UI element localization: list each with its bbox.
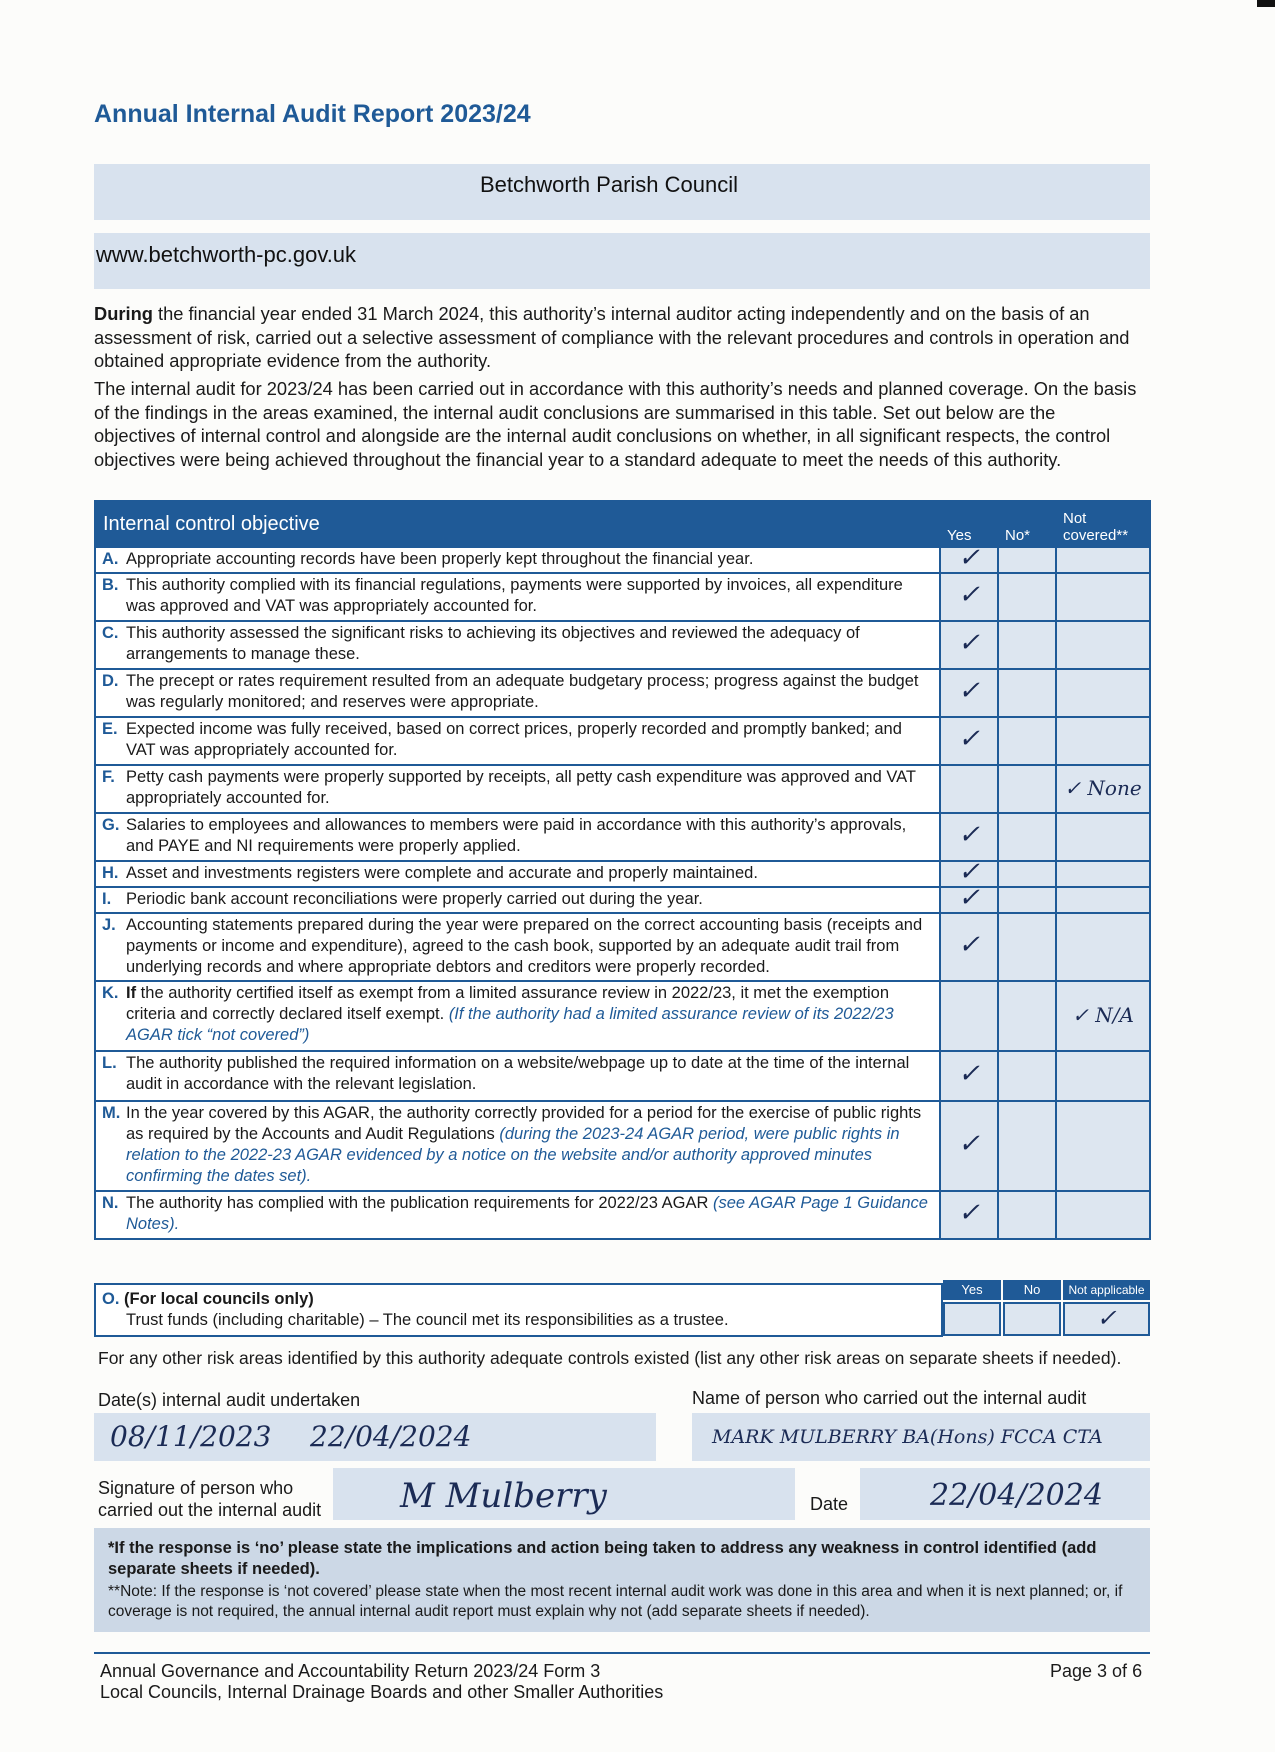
- table-row: [95, 717, 1150, 765]
- objective-text-body: Petty cash payments were properly supported by receipts, all petty cash expenditure was approved and VAT appropriately accounted for.: [126, 768, 916, 807]
- objective-text-body: The authority has complied with the publication requirements for 2022/23 AGAR: [126, 1194, 713, 1212]
- yes-cell[interactable]: [940, 913, 998, 981]
- objective-letter: K.: [102, 984, 119, 1002]
- objective-letter: N.: [102, 1194, 119, 1212]
- table-row: [95, 1101, 1150, 1191]
- table-row: [95, 913, 1150, 981]
- tick-mark: ✓: [958, 724, 980, 754]
- objective-letter: M.: [102, 1104, 121, 1122]
- objective-cell: [95, 813, 940, 861]
- objective-cell: [95, 765, 940, 813]
- tick-mark: ✓: [958, 1198, 980, 1228]
- signature-label: [98, 1477, 321, 1521]
- objective-text-body: The authority published the required information on a website/webpage up to date at the time of the internal audit in accordance with the relevant legislation.: [126, 1054, 910, 1093]
- yes-cell[interactable]: [940, 1101, 998, 1191]
- yes-cell[interactable]: [940, 883, 998, 913]
- row-o-no-cell[interactable]: [1003, 1302, 1061, 1336]
- objective-letter: C.: [102, 624, 119, 642]
- row-o-heading: (For local councils only): [124, 1290, 314, 1308]
- signature-label-line1: Signature of person who: [98, 1478, 294, 1498]
- not-covered-cell[interactable]: [1056, 1051, 1150, 1101]
- other-risks-text: For any other risk areas identified by this authority adequate controls existed (list any other risk areas on separate sheets if needed).: [98, 1348, 1122, 1368]
- audit-date-1: 08/11/2023: [110, 1420, 272, 1453]
- objective-letter: J.: [102, 916, 116, 934]
- table-row: [95, 887, 1150, 913]
- tick-mark: ✓: [958, 543, 980, 573]
- objective-cell: [95, 913, 940, 981]
- date-signed: 22/04/2024: [930, 1478, 1103, 1513]
- objective-letter: I.: [102, 890, 112, 908]
- footer-line2: Local Councils, Internal Drainage Boards and other Smaller Authorities: [100, 1682, 664, 1702]
- scan-corner-mark: [1257, 0, 1275, 7]
- yes-cell[interactable]: [940, 717, 998, 765]
- tick-mark: ✓: [958, 883, 980, 913]
- row-o-no-header: No: [1003, 1280, 1061, 1300]
- objective-text: [126, 623, 933, 665]
- objective-cell: [95, 861, 940, 887]
- row-o-letter: O.: [102, 1290, 120, 1308]
- intro-paragraph: [94, 302, 1140, 373]
- authority-name: Betchworth Parish Council: [480, 172, 739, 197]
- objective-text-body: This authority complied with its financial regulations, payments were supported by invoices, all expenditure was approved and VAT was appropriately accounted for.: [126, 576, 903, 615]
- not-covered-cell[interactable]: [1056, 861, 1150, 887]
- not-covered-cell[interactable]: [1056, 669, 1150, 717]
- objective-letter: L.: [102, 1054, 117, 1072]
- objective-text: [126, 767, 933, 809]
- no-cell[interactable]: [998, 981, 1056, 1051]
- intro-paragraph-2: The internal audit for 2023/24 has been carried out in accordance with this authority’s needs and planned coverage. On the basis of the findings in the areas examined, the internal audit conclusions are summarised in this table. Set out below are the objectives of internal control and alongside are the internal audit conclusions on whether, in all significant respects, the control objectives were being achieved throughout the financial year to a standard adequate to meet the needs of this authority.: [94, 378, 1137, 470]
- yes-cell[interactable]: [940, 1051, 998, 1101]
- no-cell[interactable]: [998, 1101, 1056, 1191]
- auditor-name-label: Name of person who carried out the internal audit: [692, 1388, 1087, 1408]
- tick-mark: ✓: [958, 1059, 980, 1089]
- objective-cell: [95, 669, 940, 717]
- not-covered-cell[interactable]: [1056, 1101, 1150, 1191]
- table-header-objective: Internal control objective: [95, 501, 940, 547]
- not-covered-cell[interactable]: [1056, 981, 1150, 1051]
- notes-box: [94, 1528, 1150, 1632]
- no-cell[interactable]: [998, 813, 1056, 861]
- not-covered-cell[interactable]: [1056, 887, 1150, 913]
- col-not-covered-header: [1056, 501, 1150, 547]
- yes-cell[interactable]: [940, 621, 998, 669]
- objective-letter: H.: [102, 864, 119, 882]
- objective-text-body: the authority certified itself as exempt from a limited assurance review in 2022/23, it met the exemption criteria and correctly declared itself exempt.: [126, 984, 890, 1023]
- row-o-na-cell[interactable]: [1063, 1302, 1150, 1336]
- yes-cell[interactable]: [940, 543, 998, 573]
- objective-cell: [95, 1101, 940, 1191]
- objective-text-body: This authority assessed the significant risks to achieving its objectives and reviewed the adequacy of arrangements to manage these.: [126, 624, 860, 663]
- objective-cell: [95, 621, 940, 669]
- no-cell[interactable]: [998, 861, 1056, 887]
- not-covered-cell[interactable]: [1056, 547, 1150, 573]
- tick-mark: ✓ None: [1064, 775, 1142, 800]
- tick-mark: ✓: [958, 676, 980, 706]
- not-covered-cell[interactable]: [1056, 573, 1150, 621]
- objective-text: [126, 1103, 933, 1187]
- intro-bold: During: [94, 303, 153, 324]
- internal-control-table: [94, 500, 1151, 1240]
- table-row: [95, 547, 1150, 573]
- yes-cell[interactable]: [940, 765, 998, 813]
- objective-text: [126, 575, 933, 617]
- tick-mark: ✓: [958, 1129, 980, 1159]
- objective-letter: G.: [102, 816, 120, 834]
- objective-letter: A.: [102, 550, 119, 568]
- objective-cell: [95, 547, 940, 573]
- no-cell[interactable]: [998, 621, 1056, 669]
- no-cell[interactable]: [998, 1191, 1056, 1239]
- objective-text: [126, 1053, 933, 1095]
- yes-cell[interactable]: [940, 1191, 998, 1239]
- objective-letter: B.: [102, 576, 119, 594]
- no-cell[interactable]: [998, 913, 1056, 981]
- yes-cell[interactable]: [940, 813, 998, 861]
- col-no-header: No*: [998, 501, 1056, 547]
- no-cell[interactable]: [998, 887, 1056, 913]
- no-cell[interactable]: [998, 573, 1056, 621]
- objective-text-body: Accounting statements prepared during the year were prepared on the correct accounting basis (receipts and payments or income and expenditure), agreed to the cash book, supported by an adequate audit trail from underlying records and where appropriate debtors and creditors were properly recorded.: [126, 916, 923, 976]
- note-not-covered: **Note: If the response is ‘not covered’ please state when the most recent internal audit work was done in this area and when it is next planned; or, if coverage is not required, the annual internal audit report must explain why not (add separate sheets if needed).: [108, 1583, 1123, 1620]
- yes-cell[interactable]: [940, 981, 998, 1051]
- objective-cell: [95, 1191, 940, 1239]
- footer-line1: Annual Governance and Accountability Return 2023/24 Form 3: [100, 1661, 601, 1681]
- not-covered-cell[interactable]: [1056, 813, 1150, 861]
- tick-mark: ✓: [958, 628, 980, 658]
- objective-text: [126, 549, 933, 570]
- yes-cell[interactable]: [940, 669, 998, 717]
- objective-text: [126, 815, 933, 857]
- objective-text-body: Asset and investments registers were complete and accurate and properly maintained.: [126, 864, 758, 882]
- website-address: www.betchworth-pc.gov.uk: [96, 242, 357, 267]
- footer-divider: [94, 1652, 1150, 1654]
- objective-text-body: Periodic bank account reconciliations were properly carried out during the year.: [126, 890, 703, 908]
- no-cell[interactable]: [998, 547, 1056, 573]
- note-no-response: *If the response is ‘no’ please state the implications and action being taken to address any weakness in control identified (add separate sheets if needed).: [108, 1539, 1097, 1578]
- objective-text-body: Salaries to employees and allowances to members were paid in accordance with this authority’s approvals, and PAYE and NI requirements were properly applied.: [126, 816, 907, 855]
- table-row: [95, 861, 1150, 887]
- signature: M Mulberry: [400, 1476, 607, 1516]
- objective-cell: [95, 573, 940, 621]
- table-row: [95, 1051, 1150, 1101]
- objective-text: [126, 889, 933, 910]
- page-number: Page 3 of 6: [1050, 1661, 1143, 1681]
- objective-text-body: Expected income was fully received, based on correct prices, properly recorded and promptly banked; and VAT was appropriately accounted for.: [126, 720, 902, 759]
- objective-text-body: In the year covered by this AGAR, the authority correctly provided for a period for the exercise of public rights as required by the Accounts and Audit Regulations: [126, 1104, 922, 1143]
- objective-letter: F.: [102, 768, 115, 786]
- no-cell[interactable]: [998, 765, 1056, 813]
- tick-mark: ✓ N/A: [1072, 1002, 1134, 1027]
- not-covered-cell[interactable]: [1056, 1191, 1150, 1239]
- signature-label-line2: carried out the internal audit: [98, 1500, 322, 1520]
- no-cell[interactable]: [998, 669, 1056, 717]
- row-o-yes-cell[interactable]: [943, 1302, 1001, 1336]
- objective-cell: [95, 981, 940, 1051]
- objective-cell: [95, 1051, 940, 1101]
- row-o-yes-header: Yes: [943, 1280, 1001, 1300]
- dates-label: Date(s) internal audit undertaken: [98, 1390, 361, 1410]
- objective-guidance-note: (see AGAR Page 1 Guidance Notes).: [126, 1194, 928, 1233]
- objective-guidance-note: (If the authority had a limited assurance review of its 2022/23 AGAR tick “not covered”): [126, 1005, 894, 1044]
- no-cell[interactable]: [998, 717, 1056, 765]
- audit-date-2: 22/04/2024: [310, 1420, 472, 1453]
- objective-text: [126, 671, 933, 713]
- tick-mark: ✓: [958, 580, 980, 610]
- not-covered-cell[interactable]: [1056, 717, 1150, 765]
- objective-text: [126, 915, 933, 978]
- row-o-text: Trust funds (including charitable) – The council met its responsibilities as a trustee.: [126, 1311, 729, 1329]
- page-title: Annual Internal Audit Report 2023/24: [94, 100, 531, 128]
- objective-text-bold: If: [126, 984, 137, 1002]
- tick-mark: ✓: [958, 930, 980, 960]
- footer-text: [100, 1661, 663, 1703]
- auditor-name: MARK MULBERRY BA(Hons) FCCA CTA: [712, 1426, 1103, 1448]
- objective-text: [126, 863, 933, 884]
- yes-cell[interactable]: [940, 573, 998, 621]
- table-row: [95, 813, 1150, 861]
- table-row: [95, 669, 1150, 717]
- objective-guidance-note: (during the 2023-24 AGAR period, were public rights in relation to the 2022-23 AGAR evidenced by a notice on the website and/or authority approved minutes confirming the dates set).: [126, 1125, 900, 1185]
- tick-mark: ✓: [958, 857, 980, 887]
- table-row: [95, 573, 1150, 621]
- table-header-row: [95, 501, 1150, 547]
- objective-text: [126, 719, 933, 761]
- objective-cell: [95, 887, 940, 913]
- row-o: [94, 1283, 943, 1337]
- objective-text: [126, 1193, 933, 1235]
- row-o-na-tick: ✓: [1096, 1304, 1117, 1332]
- col-not-covered-line1: Not: [1063, 510, 1087, 527]
- date-label: Date: [810, 1494, 849, 1514]
- col-yes-header: Yes: [940, 501, 998, 547]
- table-row: [95, 981, 1150, 1051]
- row-o-na-header: Not applicable: [1063, 1280, 1150, 1300]
- table-row: [95, 1191, 1150, 1239]
- table-row: [95, 621, 1150, 669]
- no-cell[interactable]: [998, 1051, 1056, 1101]
- intro-text: the financial year ended 31 March 2024, this authority’s internal auditor acting independently and on the basis of an assessment of risk, carried out a selective assessment of compliance with the relevant procedures and controls in operation and obtained appropriate evidence from the authority.: [94, 303, 1130, 371]
- table-row: [95, 765, 1150, 813]
- objective-cell: [95, 717, 940, 765]
- objective-text-body: The precept or rates requirement resulted from an adequate budgetary process; progress against the budget was regularly monitored; and reserves were appropriate.: [126, 672, 919, 711]
- not-covered-cell[interactable]: [1056, 913, 1150, 981]
- objective-text: [126, 983, 933, 1046]
- tick-mark: ✓: [958, 820, 980, 850]
- objective-letter: E.: [102, 720, 118, 738]
- objective-letter: D.: [102, 672, 119, 690]
- objective-text-body: Appropriate accounting records have been properly kept throughout the financial year.: [126, 550, 754, 568]
- not-covered-cell[interactable]: [1056, 621, 1150, 669]
- not-covered-cell[interactable]: [1056, 765, 1150, 813]
- col-not-covered-line2: covered**: [1063, 527, 1129, 544]
